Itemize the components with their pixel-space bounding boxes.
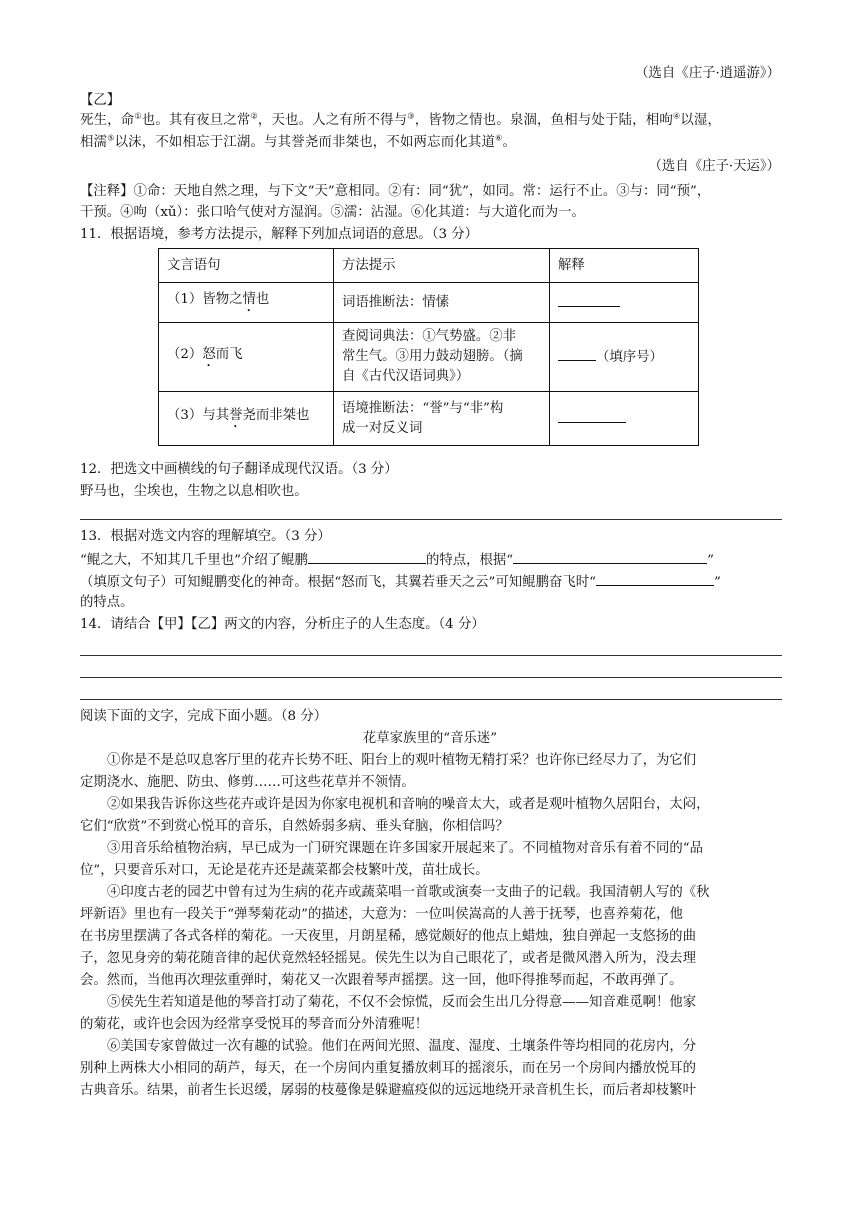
answer-line-14-c[interactable]: [80, 699, 782, 700]
table-row-1-answer-blank[interactable]: [550, 283, 699, 323]
table-header-sentence: 文言语句: [159, 249, 334, 283]
question-13-line-3: 的特点。: [80, 595, 134, 610]
notes-line-1: 【注释】①命：天地自然之理，与下文“天”意相同。②有：同“犹”，如同。常：运行不止。③与：同“预”，: [80, 184, 711, 199]
paragraph-3-line-1: ③用音乐给植物治病，早已成为一门研究课题在许多国家开展起来了。不同植物对音乐有着不同的“品: [107, 841, 704, 856]
table-row-2-answer[interactable]: （填序号）: [550, 323, 699, 392]
paragraph-4-line-3: 在书房里摆满了各式各样的菊花。一天夜里，月朗星稀，感觉颇好的他点上蜡烛，独自弹起一支悠扬的曲: [80, 929, 696, 944]
table-row-1-sentence: （1）皆物之情也: [159, 283, 334, 323]
paragraph-3-line-2: 位”，只要音乐对口，无论是花卉还是蔬菜都会枝繁叶茂，苗壮成长。: [80, 863, 489, 878]
paragraph-5-line-1: ⑤侯先生若知道是他的琴音打动了菊花，不仅不会惊慌，反而会生出几分得意——知音难觅啊！他家: [107, 995, 697, 1010]
paragraph-4-line-1: ④印度古老的园艺中曾有过为生病的花卉或蔬菜唱一首歌或演奏一支曲子的记载。我国清朝人写的《秋: [107, 885, 710, 900]
question-14: 14．请结合【甲】【乙】两文的内容，分析庄子的人生态度。（4 分）: [80, 617, 485, 632]
answer-line-14-a[interactable]: [80, 655, 782, 656]
yi-line-1: 死生，命①也。其有夜旦之常②，天也。人之有所不得与③，皆物之情也。泉涸，鱼相与处于陆，相呴④以湿，: [80, 111, 722, 128]
source-yi: （选自《庄子·天运》）: [648, 159, 780, 174]
table-row-3-answer-blank[interactable]: [550, 392, 699, 446]
paragraph-1-line-1: ①你是不是总叹息客厅里的花卉长势不旺、阳台上的观叶植物无精打采？也许你已经尽力了，为它们: [107, 753, 697, 768]
table-row-3-hint: 语境推断法：“誉”与“非”构 成一对反义词: [334, 392, 550, 446]
question-11: 11．根据语境，参考方法提示，解释下列加点词语的意思。（3 分）: [80, 227, 479, 242]
table-row-2-sentence: （2）怒而飞: [159, 323, 334, 392]
paragraph-1-line-2: 定期浇水、施肥、防虫、修剪……可这些花草并不领情。: [80, 775, 415, 790]
question-12-sentence: 野马也，尘埃也，生物之以息相吹也。: [80, 484, 308, 499]
paragraph-6-line-3: 古典音乐。结果，前者生长迟缓，孱弱的枝蔓像是躲避瘟疫似的远远地绕开录音机生长，而后者却枝繁叶: [80, 1083, 696, 1098]
paragraph-5-line-2: 的菊花，或许也会因为经常享受悦耳的琴音而分外清雅呢！: [80, 1017, 429, 1032]
table-header-hint: 方法提示: [334, 249, 550, 283]
article-title: 花草家族里的“音乐迷”: [362, 731, 498, 746]
question-13-line-2: （填原文句子）可知鲲鹏变化的神奇。根据“怒而飞，其翼若垂天之云”可知鲲鹏奋飞时“ ”: [80, 571, 780, 593]
paragraph-4-line-2: 坪新语》里也有一段关于“弹琴菊花动”的描述，大意为：一位叫侯嵩高的人善于抚琴，也喜养菊花，他: [80, 907, 683, 922]
table-row-2-hint: 查阅词典法：①气势盛。②非 常生气。③用力鼓动翅膀。（摘 自《古代汉语词典》）: [334, 323, 550, 392]
question-13-line-1: “鲲之大，不知其几千里也”介绍了鲲鹏 的特点，根据“ ”: [80, 549, 780, 571]
paragraph-4-line-5: 会。然而，当他再次理弦重弹时，菊花又一次跟着琴声摇摆。这一回，他吓得推琴而起，不敢再弹了。: [80, 973, 683, 988]
question-13: 13．根据对选文内容的理解填空。（3 分）: [80, 529, 331, 544]
reading-intro: 阅读下面的文字，完成下面小题。（8 分）: [80, 709, 328, 724]
question-11-table: [158, 248, 699, 446]
paragraph-4-line-4: 子，忽见身旁的菊花随音律的起伏竟然轻轻摇晃。侯先生以为自己眼花了，或者是微风潜入所为，没去理: [80, 951, 696, 966]
table-row-3-sentence: （3）与其誉尧而非桀也: [159, 392, 334, 446]
question-12: 12．把选文中画横线的句子翻译成现代汉语。（3 分）: [80, 462, 398, 477]
paragraph-2-line-2: 它们“欣赏”不到赏心悦耳的音乐，自然娇弱多病、垂头耷脑，你相信吗？: [80, 819, 509, 834]
table-header-answer: 解释: [550, 249, 699, 283]
paragraph-6-line-1: ⑥美国专家曾做过一次有趣的试验。他们在两间光照、温度、湿度、土壤条件等均相同的花房内，分: [107, 1039, 697, 1054]
paragraph-6-line-2: 别种上两株大小相同的葫芦，每天，在一个房间内重复播放刺耳的摇滚乐，而在另一个房间内播放悦耳的: [80, 1061, 696, 1076]
yi-label: 【乙】: [80, 93, 121, 108]
source-jia: （选自《庄子·逍遥游》）: [635, 66, 780, 81]
notes-line-2: 干预。④呴（xǔ）：张口哈气使对方湿润。⑤濡：沾湿。⑥化其道：与大道化而为一。: [80, 205, 585, 220]
table-row-1-hint: 词语推断法：情愫: [334, 283, 550, 323]
answer-line-12[interactable]: [80, 519, 782, 520]
yi-line-2: 相濡⑤以沫，不如相忘于江湖。与其誉尧而非桀也，不如两忘而化其道⑥。: [80, 133, 517, 150]
paragraph-2-line-1: ②如果我告诉你这些花卉或许是因为你家电视机和音响的噪音太大，或者是观叶植物久居阳台，太闷，: [107, 797, 710, 812]
answer-line-14-b[interactable]: [80, 677, 782, 678]
